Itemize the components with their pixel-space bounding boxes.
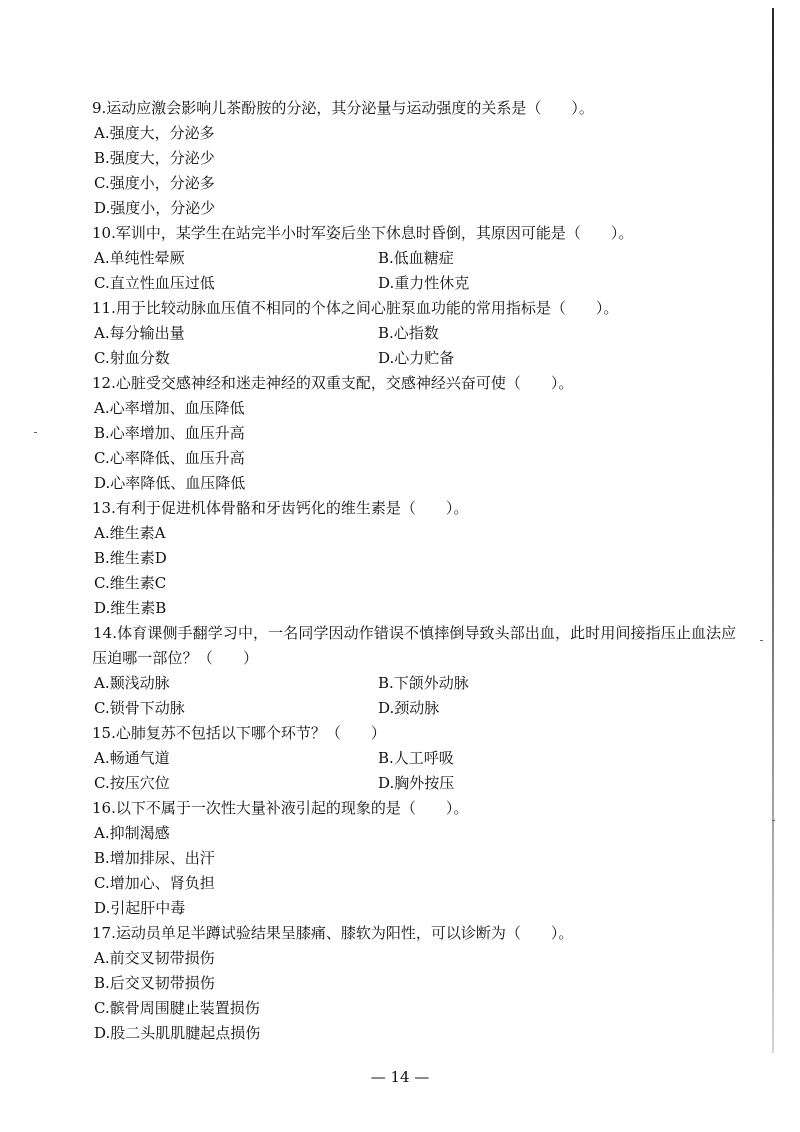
option: B.低血糖症: [378, 249, 454, 267]
option: D.心力贮备: [378, 349, 455, 367]
option: D.颈动脉: [378, 699, 440, 717]
option-row: [92, 246, 742, 271]
option: B.后交叉韧带损伤: [94, 974, 215, 992]
question-stem: 12.心脏受交感神经和迷走神经的双重支配，交感神经兴奋可使（ ）。: [92, 374, 574, 392]
option: B.强度大，分泌少: [94, 149, 215, 167]
option: C.髌骨周围腱止装置损伤: [94, 999, 260, 1017]
option-row: [92, 271, 742, 296]
option: C.强度小，分泌多: [94, 174, 215, 192]
option: D.强度小，分泌少: [94, 199, 216, 217]
option: B.人工呼吸: [378, 749, 454, 767]
option-row: [92, 671, 742, 696]
option: A.抑制渴感: [94, 824, 170, 842]
option: A.心率增加、血压降低: [94, 399, 245, 417]
option: C.增加心、肾负担: [94, 874, 215, 892]
option: D.引起肝中毒: [94, 899, 186, 917]
option: B.增加排尿、出汗: [94, 849, 215, 867]
scan-speck: [34, 432, 37, 433]
option-row: [92, 696, 742, 721]
question-stem: 17.运动员单足半蹲试验结果呈膝痛、膝软为阳性，可以诊断为（ ）。: [92, 924, 574, 942]
question-stem: 16.以下不属于一次性大量补液引起的现象的是（ ）。: [92, 799, 469, 817]
page-number: — 14 —: [370, 1068, 430, 1086]
option: C.按压穴位: [94, 774, 170, 792]
option: C.心率降低、血压升高: [94, 449, 245, 467]
option: A.单纯性晕厥: [94, 249, 185, 267]
scan-speck: [760, 640, 763, 641]
option: A.畅通气道: [94, 749, 170, 767]
question-stem: 15.心肺复苏不包括以下哪个环节？（ ）: [92, 724, 386, 742]
option-row: [92, 771, 742, 796]
scan-edge-line: [772, 8, 774, 1053]
option: C.维生素C: [94, 574, 167, 592]
scan-speck: [772, 820, 775, 821]
question-stem: 14.体育课侧手翻学习中，一名同学因动作错误不慎摔倒导致头部出血，此时用间接指压止血法应压迫哪一部位？（ ）: [92, 624, 737, 667]
option: D.维生素B: [94, 599, 167, 617]
option: C.锁骨下动脉: [94, 699, 185, 717]
option: B.维生素D: [94, 549, 167, 567]
question-stem: 13.有利于促进机体骨骼和牙齿钙化的维生素是（ ）。: [92, 499, 469, 517]
question-list: [92, 96, 742, 1046]
option: A.每分输出量: [94, 324, 185, 342]
option: D.胸外按压: [378, 774, 455, 792]
question-stem: 10.军训中，某学生在站完半小时军姿后坐下休息时昏倒，其原因可能是（ ）。: [92, 224, 634, 242]
option: D.股二头肌肌腱起点损伤: [94, 1024, 261, 1042]
option: C.射血分数: [94, 349, 170, 367]
option-row: [92, 321, 742, 346]
question-stem: 9.运动应激会影响儿茶酚胺的分泌，其分泌量与运动强度的关系是（ ）。: [92, 99, 594, 117]
option: D.重力性休克: [378, 274, 470, 292]
option: A.维生素A: [94, 524, 166, 542]
option: D.心率降低、血压降低: [94, 474, 246, 492]
option: C.直立性血压过低: [94, 274, 215, 292]
question-stem: 11.用于比较动脉血压值不相同的个体之间心脏泵血功能的常用指标是（ ）。: [92, 299, 619, 317]
option-row: [92, 746, 742, 771]
option: A.前交叉韧带损伤: [94, 949, 215, 967]
option: A.强度大，分泌多: [94, 124, 215, 142]
option: B.心指数: [378, 324, 439, 342]
option: B.下颌外动脉: [378, 674, 469, 692]
option: A.颞浅动脉: [94, 674, 170, 692]
option-row: [92, 346, 742, 371]
option: B.心率增加、血压升高: [94, 424, 245, 442]
